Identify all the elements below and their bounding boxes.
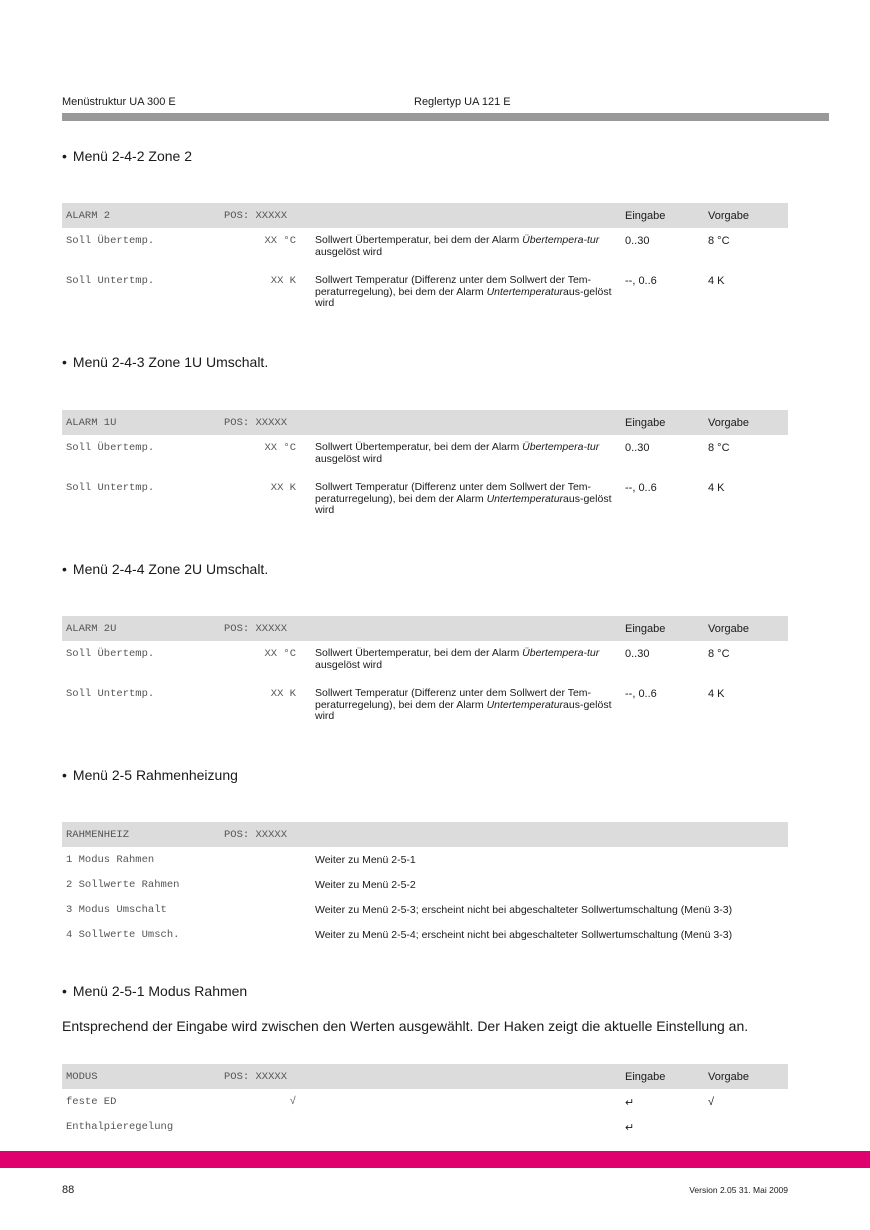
row-description: Weiter zu Menü 2-5-3; erscheint nicht bei abgeschalteter Sollwertumschaltung (Menü 3-3) — [315, 904, 733, 916]
table-row — [62, 1114, 788, 1139]
column-default-header: Vorgabe — [708, 417, 749, 429]
row-default: 4 K — [708, 482, 725, 494]
row-input: 0..30 — [625, 235, 650, 247]
row-name: feste ED — [66, 1096, 117, 1108]
row-input: --, 0..6 — [625, 275, 657, 287]
column-default-header: Vorgabe — [708, 623, 749, 635]
row-value: XX K — [270, 482, 296, 494]
row-name: Soll Untertmp. — [66, 688, 155, 700]
enter-key-icon: ↵ — [625, 1097, 635, 1109]
table-header-pos: POS: XXXXX — [224, 1071, 288, 1083]
row-name: 4 Sollwerte Umsch. — [66, 929, 180, 941]
section-title: • Menü 2-5 Rahmenheizung — [62, 767, 238, 783]
table-row — [62, 847, 788, 872]
row-input: --, 0..6 — [625, 688, 657, 700]
row-default: 4 K — [708, 688, 725, 700]
row-value: XX K — [270, 688, 296, 700]
checkmark-icon: √ — [708, 1096, 715, 1108]
row-name: 1 Modus Rahmen — [66, 854, 155, 866]
section-title: • Menü 2-5-1 Modus Rahmen — [62, 983, 248, 999]
row-description: Sollwert Übertemperatur, bei dem der Alarm Übertempera-tur ausgelöst wird — [315, 234, 600, 258]
row-value: XX K — [270, 275, 296, 287]
header-center: Reglertyp UA 121 E — [414, 96, 511, 108]
menu-table — [62, 410, 788, 525]
section-title: • Menü 2-4-2 Zone 2 — [62, 148, 192, 164]
table-row — [62, 641, 788, 681]
table-header-pos: POS: XXXXX — [224, 829, 288, 841]
section-title: • Menü 2-4-4 Zone 2U Umschalt. — [62, 561, 269, 577]
table-row — [62, 268, 788, 318]
column-input-header: Eingabe — [625, 210, 666, 222]
table-header-name: ALARM 2U — [66, 623, 117, 635]
table-header-pos: POS: XXXXX — [224, 623, 288, 635]
table-row — [62, 681, 788, 731]
row-name: 2 Sollwerte Rahmen — [66, 879, 180, 891]
row-input: --, 0..6 — [625, 482, 657, 494]
row-description: Sollwert Temperatur (Differenz unter dem Sollwert der Tem-peraturregelung), bei dem der Alarm Untertemperaturaus-gelöst wird — [315, 481, 612, 516]
enter-key-icon: ↵ — [625, 1122, 635, 1134]
row-name: Soll Übertemp. — [66, 235, 155, 247]
row-name: Soll Übertemp. — [66, 648, 155, 660]
table-header — [62, 616, 788, 641]
column-default-header: Vorgabe — [708, 210, 749, 222]
header-rule — [62, 113, 829, 121]
row-input: 0..30 — [625, 442, 650, 454]
table-row — [62, 872, 788, 897]
checkmark-icon: √ — [289, 1096, 296, 1108]
table-row — [62, 897, 788, 922]
row-default: 4 K — [708, 275, 725, 287]
footer-accent-bar — [0, 1151, 870, 1168]
row-default: 8 °C — [708, 648, 730, 660]
table-header — [62, 203, 788, 228]
column-input-header: Eingabe — [625, 623, 666, 635]
table-row — [62, 228, 788, 268]
intro-text: Entsprechend der Eingabe wird zwischen den Werten ausgewählt. Der Haken zeigt die aktuelle Einstellung an. — [62, 1018, 749, 1034]
row-description: Sollwert Temperatur (Differenz unter dem Sollwert der Tem-peraturregelung), bei dem der Alarm Untertemperaturaus-gelöst wird — [315, 687, 612, 722]
row-name: Soll Untertmp. — [66, 275, 155, 287]
row-value: XX °C — [264, 442, 296, 454]
page-number: 88 — [62, 1184, 75, 1196]
table-row — [62, 475, 788, 525]
table-header — [62, 1064, 788, 1089]
table-header-name: MODUS — [66, 1071, 98, 1083]
row-description: Sollwert Temperatur (Differenz unter dem Sollwert der Tem-peraturregelung), bei dem der Alarm Untertemperaturaus-gelöst wird — [315, 274, 612, 309]
table-header-name: ALARM 2 — [66, 210, 111, 222]
section-title: • Menü 2-4-3 Zone 1U Umschalt. — [62, 354, 269, 370]
row-default: 8 °C — [708, 235, 730, 247]
table-row — [62, 922, 788, 947]
menu-table — [62, 1064, 788, 1139]
row-default: 8 °C — [708, 442, 730, 454]
menu-table — [62, 203, 788, 318]
table-header-name: RAHMENHEIZ — [66, 829, 130, 841]
table-header-pos: POS: XXXXX — [224, 210, 288, 222]
row-name: Enthalpieregelung — [66, 1121, 174, 1133]
header-left: Menüstruktur UA 300 E — [62, 96, 176, 108]
menu-table — [62, 616, 788, 731]
row-name: Soll Übertemp. — [66, 442, 155, 454]
row-input: 0..30 — [625, 648, 650, 660]
row-value: XX °C — [264, 235, 296, 247]
column-input-header: Eingabe — [625, 417, 666, 429]
table-row — [62, 435, 788, 475]
row-name: 3 Modus Umschalt — [66, 904, 167, 916]
row-value: XX °C — [264, 648, 296, 660]
table-header-pos: POS: XXXXX — [224, 417, 288, 429]
row-description: Sollwert Übertemperatur, bei dem der Alarm Übertempera-tur ausgelöst wird — [315, 647, 600, 671]
version-info: Version 2.05 31. Mai 2009 — [689, 1185, 788, 1195]
table-header — [62, 822, 788, 847]
menu-table — [62, 822, 788, 947]
row-description: Sollwert Übertemperatur, bei dem der Alarm Übertempera-tur ausgelöst wird — [315, 441, 600, 465]
column-input-header: Eingabe — [625, 1071, 666, 1083]
column-default-header: Vorgabe — [708, 1071, 749, 1083]
row-description: Weiter zu Menü 2-5-4; erscheint nicht bei abgeschalteter Sollwertumschaltung (Menü 3-3) — [315, 929, 733, 941]
table-row — [62, 1089, 788, 1114]
table-header — [62, 410, 788, 435]
table-header-name: ALARM 1U — [66, 417, 117, 429]
row-description: Weiter zu Menü 2-5-1 — [315, 854, 416, 866]
row-description: Weiter zu Menü 2-5-2 — [315, 879, 416, 891]
row-name: Soll Untertmp. — [66, 482, 155, 494]
